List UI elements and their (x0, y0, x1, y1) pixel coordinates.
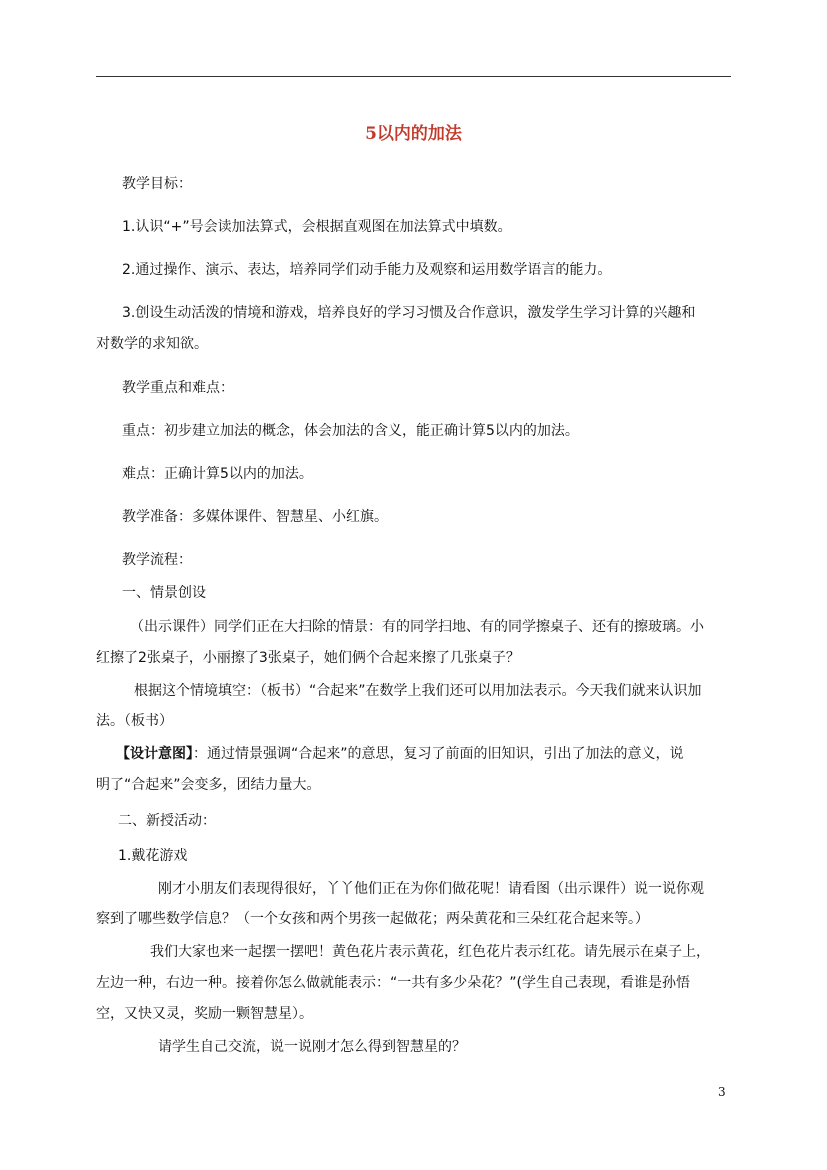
goal-3-line-1: 3.创设生动活泼的情境和游戏，培养良好的学习习惯及合作意识，激发学生学习计算的兴趣和 (122, 305, 696, 321)
design-intent-text: ：通过情景强调“合起来”的意思，复习了前面的旧知识，引出了加法的意义，说 (193, 746, 684, 762)
section-1-heading: 一、情景创设 (122, 585, 206, 601)
subsection-1-para-1-line-2: 察到了哪些数学信息？（一个女孩和两个男孩一起做花；两朵黄花和三朵红花合起来等。） (96, 911, 649, 927)
preparation: 教学准备：多媒体课件、智慧星、小红旗。 (122, 509, 388, 525)
design-intent-label: 【设计意图】 (116, 746, 193, 762)
subsection-1-heading: 1.戴花游戏 (118, 848, 188, 864)
section-2-heading: 二、新授活动： (118, 813, 216, 829)
subsection-1-para-2-line-3: 空，又快又灵，奖励一颗智慧星）。 (96, 1006, 313, 1022)
goal-1: 1.认识“+”号会读加法算式，会根据直观图在加法算式中填数。 (122, 219, 512, 235)
goal-2: 2.通过操作、演示、表达，培养同学们动手能力及观察和运用数学语言的能力。 (122, 262, 612, 278)
key-heading: 教学重点和难点： (122, 380, 234, 396)
subsection-1-para-2-line-2: 左边一种，右边一种。接着你怎么做就能表示：“一共有多少朵花？”(学生自己表现，看谁是孙悟 (96, 975, 690, 991)
subsection-1-para-3: 请学生自己交流，说一说刚才怎么得到智慧星的？ (158, 1039, 466, 1055)
section-1-para-2-line-2: 法。（板书） (96, 713, 173, 729)
key-point: 重点：初步建立加法的概念，体会加法的含义，能正确计算5以内的加法。 (122, 423, 579, 439)
goals-heading: 教学目标： (122, 176, 192, 192)
section-1-para-1-line-2: 红擦了2张桌子，小丽擦了3张桌子，她们俩个合起来擦了几张桌子？ (96, 650, 520, 666)
subsection-1-para-2-line-1: 我们大家也来一起摆一摆吧！黄色花片表示黄花，红色花片表示红花。请先展示在桌子上， (150, 944, 710, 960)
page-title: 5以内的加法 (365, 124, 462, 144)
design-intent-line-2: 明了“合起来”会变多，团结力量大。 (96, 777, 321, 793)
flow-heading: 教学流程： (122, 552, 192, 568)
page-number: 3 (718, 1085, 726, 1099)
goal-3-line-2: 对数学的求知欲。 (96, 336, 208, 352)
subsection-1-para-1-line-1: 刚才小朋友们表现得很好，丫丫他们正在为你们做花呢！请看图（出示课件）说一说你观 (158, 881, 704, 897)
design-intent-line-1 (116, 742, 684, 766)
header-rule (96, 76, 731, 77)
difficulty: 难点：正确计算5以内的加法。 (122, 466, 313, 482)
section-1-para-2-line-1: 根据这个情境填空：（板书）“合起来”在数学上我们还可以用加法表示。今天我们就来认识加 (134, 683, 702, 699)
section-1-para-1-line-1: （出示课件）同学们正在大扫除的情景：有的同学扫地、有的同学擦桌子、还有的擦玻璃。小 (130, 619, 704, 635)
